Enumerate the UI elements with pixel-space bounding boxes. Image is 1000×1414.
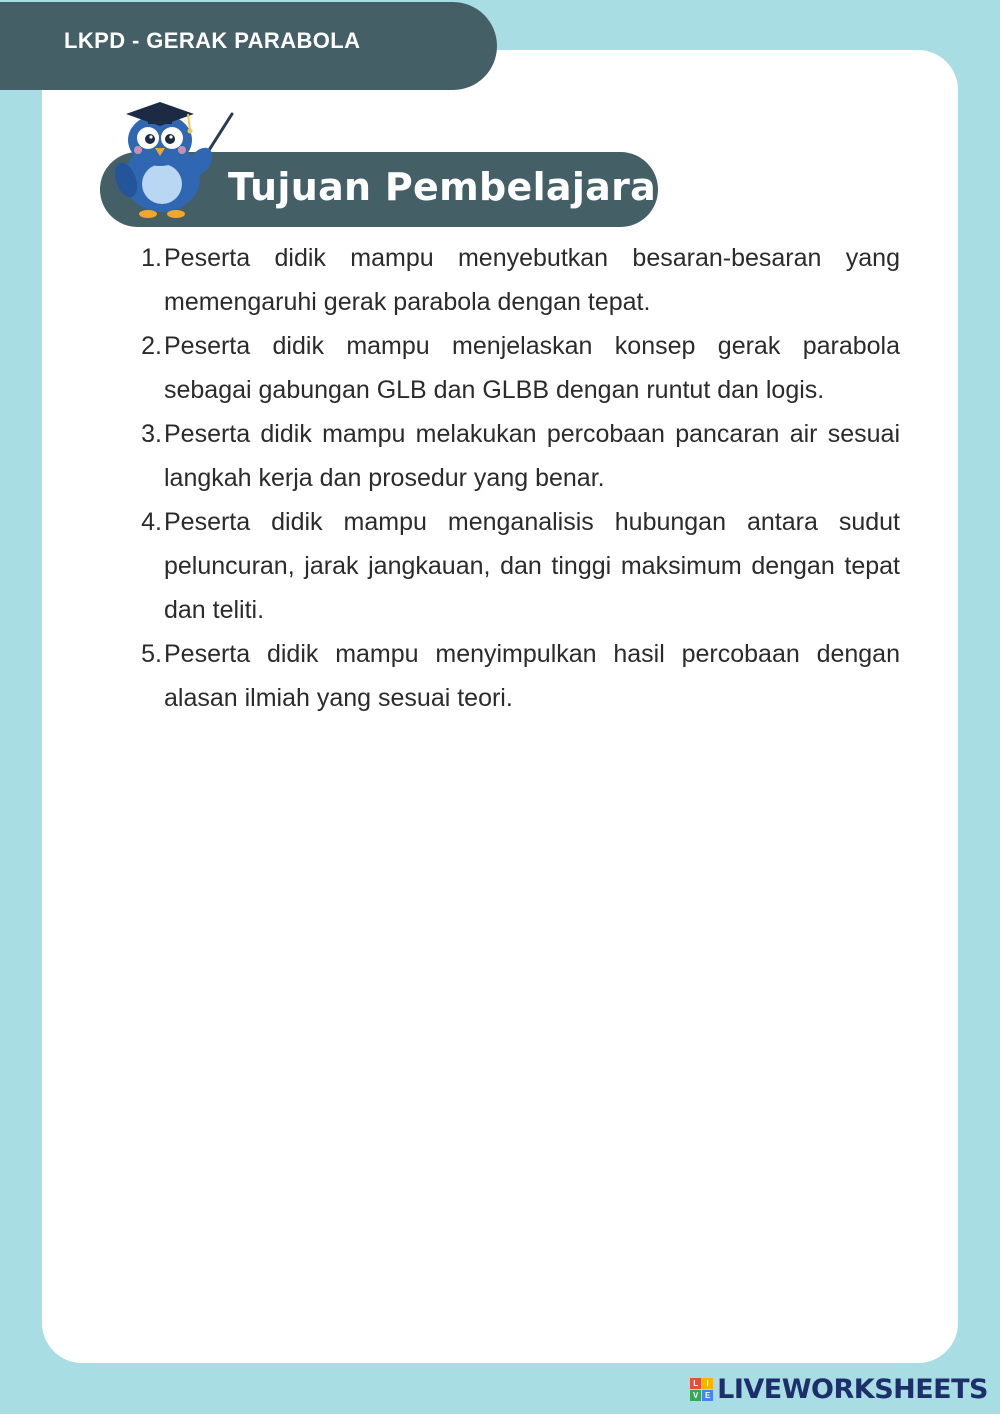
learning-objectives-list xyxy=(134,236,900,720)
list-item xyxy=(134,324,900,412)
list-item-text: Peserta didik mampu menjelaskan konsep gerak parabola sebagai gabungan GLB dan GLBB dengan runtut dan logis. xyxy=(164,332,900,404)
list-item xyxy=(134,632,900,720)
list-item-text: Peserta didik mampu menyebutkan besaran-besaran yang memengaruhi gerak parabola dengan tepat. xyxy=(164,244,900,316)
page-header-title: LKPD - GERAK PARABOLA xyxy=(64,28,361,53)
logo-badge-letter: E xyxy=(702,1390,713,1401)
liveworksheets-logo[interactable] xyxy=(690,1374,988,1404)
list-item xyxy=(134,236,900,324)
list-item-number: 2. xyxy=(141,332,162,360)
logo-badge-letter: I xyxy=(702,1378,713,1389)
header-tab xyxy=(0,2,497,90)
list-item-number: 1. xyxy=(141,244,162,272)
logo-badge-icon xyxy=(690,1378,713,1401)
list-item xyxy=(134,412,900,500)
logo-badge-letter: V xyxy=(690,1390,701,1401)
list-item-text: Peserta didik mampu menganalisis hubungan antara sudut peluncuran, jarak jangkauan, dan tinggi maksimum dengan tepat dan teliti. xyxy=(164,508,900,624)
logo-text: LIVEWORKSHEETS xyxy=(717,1373,988,1405)
list-item-text: Peserta didik mampu melakukan percobaan pancaran air sesuai langkah kerja dan prosedur yang benar. xyxy=(164,420,900,492)
logo-badge-letter: L xyxy=(690,1378,701,1389)
list-item-number: 5. xyxy=(141,640,162,668)
list-item-number: 4. xyxy=(141,508,162,536)
list-item xyxy=(134,500,900,632)
list-item-text: Peserta didik mampu menyimpulkan hasil percobaan dengan alasan ilmiah yang sesuai teori. xyxy=(164,640,900,712)
owl-teacher-icon xyxy=(104,96,244,226)
list-item-number: 3. xyxy=(141,420,162,448)
section-title: Tujuan Pembelajaran xyxy=(228,165,684,209)
